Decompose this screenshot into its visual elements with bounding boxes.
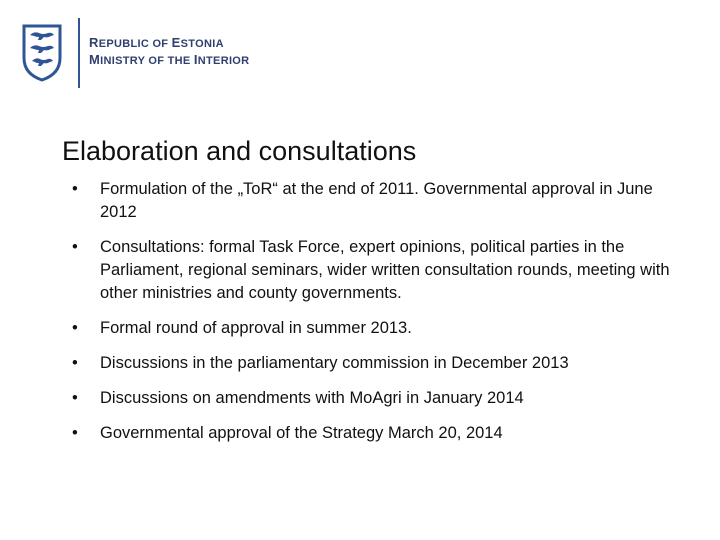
bullet-dot: •: [72, 389, 78, 407]
bullet-text: Formulation of the „ToR“ at the end of 2011. Governmental approval in June 2012: [100, 180, 653, 221]
bullet-text: Formal round of approval in summer 2013.: [100, 319, 412, 337]
bullet-text: Discussions in the parliamentary commission in December 2013: [100, 354, 569, 372]
bullet-text: Consultations: formal Task Force, expert opinions, political parties in the Parliament, regional seminars, wider written consultation rounds, meeting with other ministries and county governments.: [100, 238, 670, 302]
bullet-item: [72, 422, 672, 445]
organization-name: [89, 35, 249, 69]
bullet-item: [72, 352, 672, 375]
ministry-logo: [14, 18, 250, 88]
bullet-dot: •: [72, 319, 78, 337]
bullet-dot: •: [72, 238, 78, 256]
org-line-republic: REPUBLIC OF ESTONIA: [89, 35, 224, 50]
bullet-text: Governmental approval of the Strategy March 20, 2014: [100, 424, 503, 442]
bullet-dot: •: [72, 354, 78, 372]
three-lions-crest-icon: [20, 24, 64, 82]
bullet-item: [72, 387, 672, 410]
bullet-text: Discussions on amendments with MoAgri in January 2014: [100, 389, 524, 407]
bullet-dot: •: [72, 424, 78, 442]
slide-title: Elaboration and consultations: [62, 136, 417, 166]
bullet-item: [72, 236, 672, 305]
bullet-dot: •: [72, 180, 78, 198]
bullet-item: [72, 317, 672, 340]
logo-divider: [78, 18, 80, 88]
org-line-ministry: MINISTRY OF THE INTERIOR: [89, 52, 250, 67]
bullet-list: [72, 178, 672, 457]
bullet-item: [72, 178, 672, 224]
